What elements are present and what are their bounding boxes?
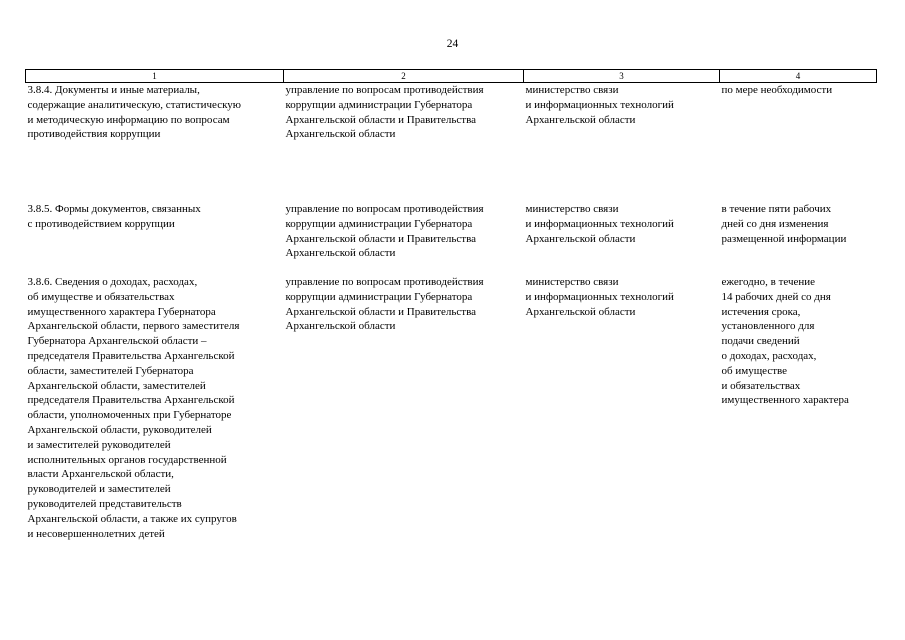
measures-table <box>25 69 877 541</box>
column-number-4: 4 <box>720 70 877 83</box>
deadline: по мере необходимости <box>721 84 833 96</box>
column-number-2: 2 <box>284 70 524 83</box>
responsible-executor: управление по вопросам противодействия коррупции администрации Губернатора Архангельской области и Правительства Архангельской области <box>285 203 484 260</box>
table-row <box>26 201 877 275</box>
co-executor: министерство связи и информационных технологий Архангельской области <box>525 203 674 245</box>
co-executor: министерство связи и информационных технологий Архангельской области <box>525 84 674 126</box>
table-row <box>26 83 877 202</box>
responsible-executor: управление по вопросам противодействия коррупции администрации Губернатора Архангельской области и Правительства Архангельской области <box>285 84 484 141</box>
co-executor: министерство связи и информационных технологий Архангельской области <box>525 276 674 318</box>
column-number-1: 1 <box>26 70 284 83</box>
item-description: 3.8.5. Формы документов, связанных с противодействием коррупции <box>27 203 201 230</box>
deadline: в течение пяти рабочих дней со дня изменения размещенной информации <box>721 203 847 245</box>
deadline: ежегодно, в течение 14 рабочих дней со дня истечения срока, установленного для подачи сведений о доходах, расходах, об имуществе и обязательствах имущественного характера <box>721 276 849 407</box>
page-number: 24 <box>446 38 459 50</box>
column-number-3: 3 <box>524 70 720 83</box>
table-row <box>26 275 877 541</box>
item-description: 3.8.6. Сведения о доходах, расходах, об имуществе и обязательствах имущественного характера Губернатора Архангельской области, первого заместителя Губернатора Архангельской области – председателя Правительства Архангельской области, заместителей Губернатора Архангельской области, заместителей председателя Правительства Архангельской области, уполномоченных при Губернаторе Архангельской области, руководителей и заместителей руководителей исполнительных органов государственной власти Архангельской области, руководителей и заместителей руководителей представительств Архангельской области, а также их супругов и несовершеннолетних детей <box>27 276 240 540</box>
table-header <box>26 70 877 83</box>
responsible-executor: управление по вопросам противодействия коррупции администрации Губернатора Архангельской области и Правительства Архангельской области <box>285 276 484 333</box>
item-description: 3.8.4. Документы и иные материалы, содержащие аналитическую, статистическую и методическую информацию по вопросам противодействия коррупции <box>27 84 241 141</box>
column-number-row <box>26 70 877 83</box>
